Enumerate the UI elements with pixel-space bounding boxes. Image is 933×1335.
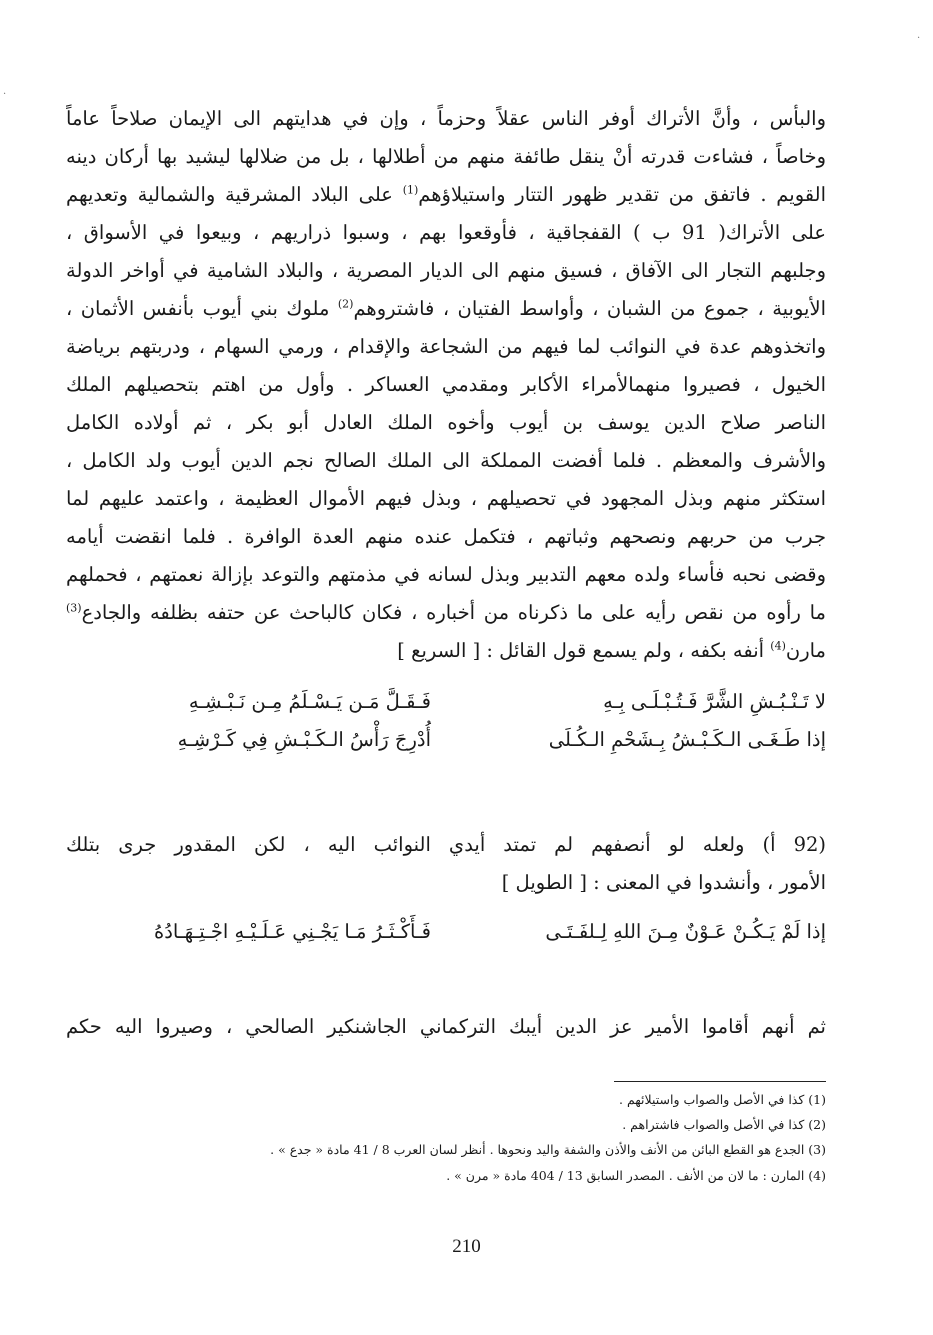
prose-segment: ملوك بني أيوب بأنفس الأثمان ، [66, 297, 330, 320]
verse-second-hemistich: أُدْرِجَ رَأْسُ الـكَـبْـشِ فِي كَـرْشِـهِ [177, 728, 431, 751]
prose-line: وخاصاً ، فشاءت قدرته أنْ ينقل طائفة منهم من أطلالها ، بل من ضلالها ليشيد بها أركان دينه [66, 145, 826, 168]
footnote-ref: (1) [402, 183, 419, 197]
prose-line: الخيول ، فصيروا منهمالأمراء الأكابر ومقدمي العساكر . وأول من اهتم بتحصيلهم الملك [66, 373, 826, 396]
prose-line: والأشرف والمعظم . فلما أفضت المملكة الى الملك الصالح نجم الدين أيوب ولد الكامل ، [66, 449, 826, 472]
prose-line: وقضى نحبه فأساء ولده معهم التدبير وبذل لسانه في مذمتهم والتوعد بإزالة نعمتهم ، فحملهم [66, 563, 826, 586]
footnote: (1) كذا في الأصل والصواب واستيلائهم . [619, 1092, 826, 1107]
footnote: (2) كذا في الأصل والصواب فاشتراهم . [622, 1117, 826, 1132]
prose-line [66, 294, 826, 324]
prose-segment: على البلاد المشرقية والشمالية وتعديهم [66, 183, 393, 206]
prose-segment: أنفه بكفه ، ولم يسمع قول القائل : [ السريع ] [397, 639, 765, 662]
footnote-ref: (2) [337, 297, 354, 311]
page-number: 210 [452, 1236, 481, 1257]
verse-second-hemistich: فَـأَكْـثَـرُ مَـا يَجْـنِي عَـلَـيْـهِ اجْـتِـهَـادُهُ [154, 920, 431, 943]
prose-segment: القويم . فاتفق من تقدير ظهور التتار واستيلاؤهم [418, 183, 826, 206]
prose-line: الأمور ، وأنشدوا في المعنى : [ الطويل ] [501, 871, 826, 894]
verse [66, 724, 826, 756]
prose-segment: مارن [785, 639, 826, 662]
verse-first-hemistich: إذا طَـغَـى الـكَـبْـشُ بِـشَحْمِ الـكُـلَى [548, 728, 826, 751]
verse-second-hemistich: فَـقَـلَّ مَـن يَـسْـلَمُ مِـن نَـبْـشِـهِ [188, 690, 431, 713]
footnote-ref: (4) [770, 639, 786, 653]
prose-line: استكثر منهم وبذل المجهود في تحصيلهم ، وبذل فيهم الأموال العظيمة ، واعتمد عليهم لما [66, 487, 826, 510]
prose-line: ثم أنهم أقاموا الأمير عز الدين أيبك التركماني الجاشنكير الصالحي ، وصيروا اليه حكم [66, 1015, 826, 1038]
prose-line: (92 أ) ولعله لو أنصفهم لم تمتد أيدي النوائب اليه ، لكن المقدور جرى بتلك [66, 833, 826, 856]
prose-segment: ما رأوه من نقص رأيه على ما ذكرناه من أخباره ، فكان كالباحث عن حتفه بظلفه والجادع [81, 601, 826, 624]
prose-line: على الأتراك( 91 ب ) القفجاقية ، فأوقعوا بهم ، وسبوا ذراريهم ، وبيعوا في الأسواق ، [66, 221, 826, 244]
footnote: (3) الجدع هو القطع البائن من الأنف والأذن والشفة واليد ونحوها . أنظر لسان العرب 8 / 41 مادة « جدع » . [270, 1142, 826, 1157]
verse [66, 686, 826, 718]
prose-line [66, 598, 826, 628]
prose-line: والبأس ، وأنَّ الأتراك أوفر الناس عقلاً وحزماً ، وإن في هدايتهم الى الإيمان صلاحاً عاماً [66, 107, 826, 130]
footnote-separator [614, 1081, 826, 1082]
scan-mark: . [917, 30, 921, 41]
prose-line: واتخذوهم عدة في النوائب لما فيهم من الشجاعة والإقدام ، ورمي السهام ، ودربتهم برياضة [66, 335, 826, 358]
prose-segment: الأيوبية ، جموع من الشبان ، وأواسط الفتيان ، فاشتروهم [353, 297, 826, 320]
prose-line [66, 636, 826, 666]
verse-first-hemistich: لا تَـنْـبُـشِ الشَّرَّ فَـتُـبْـلَـى بِـهِ [603, 690, 826, 713]
prose-line: جرب من حربهم ونصحهم وثباتهم ، فتكمل عنده منهم العدة الوافرة . فلما انقضت أيامه [66, 525, 826, 548]
verse [66, 916, 826, 948]
footnote-ref: (3) [66, 601, 82, 615]
prose-line: الناصر صلاح الدين يوسف بن أيوب وأخوه الملك العادل أبو بكر ، ثم أولاده الكامل [66, 411, 826, 434]
verse-first-hemistich: إذا لَمْ يَـكُـنْ عَـوْنٌ مِـنَ اللهِ لِـلفَـتَـى [545, 920, 826, 943]
footnote: (4) المارن : ما لان من الأنف . المصدر السابق 13 / 404 مادة « مرن » . [446, 1168, 826, 1183]
prose-line [66, 180, 826, 210]
prose-line: وجلبهم التجار الى الآفاق ، فسيق منهم الى الديار المصرية ، والبلاد الشامية في أواخر الدولة [66, 259, 826, 282]
scan-mark: . [3, 86, 7, 97]
